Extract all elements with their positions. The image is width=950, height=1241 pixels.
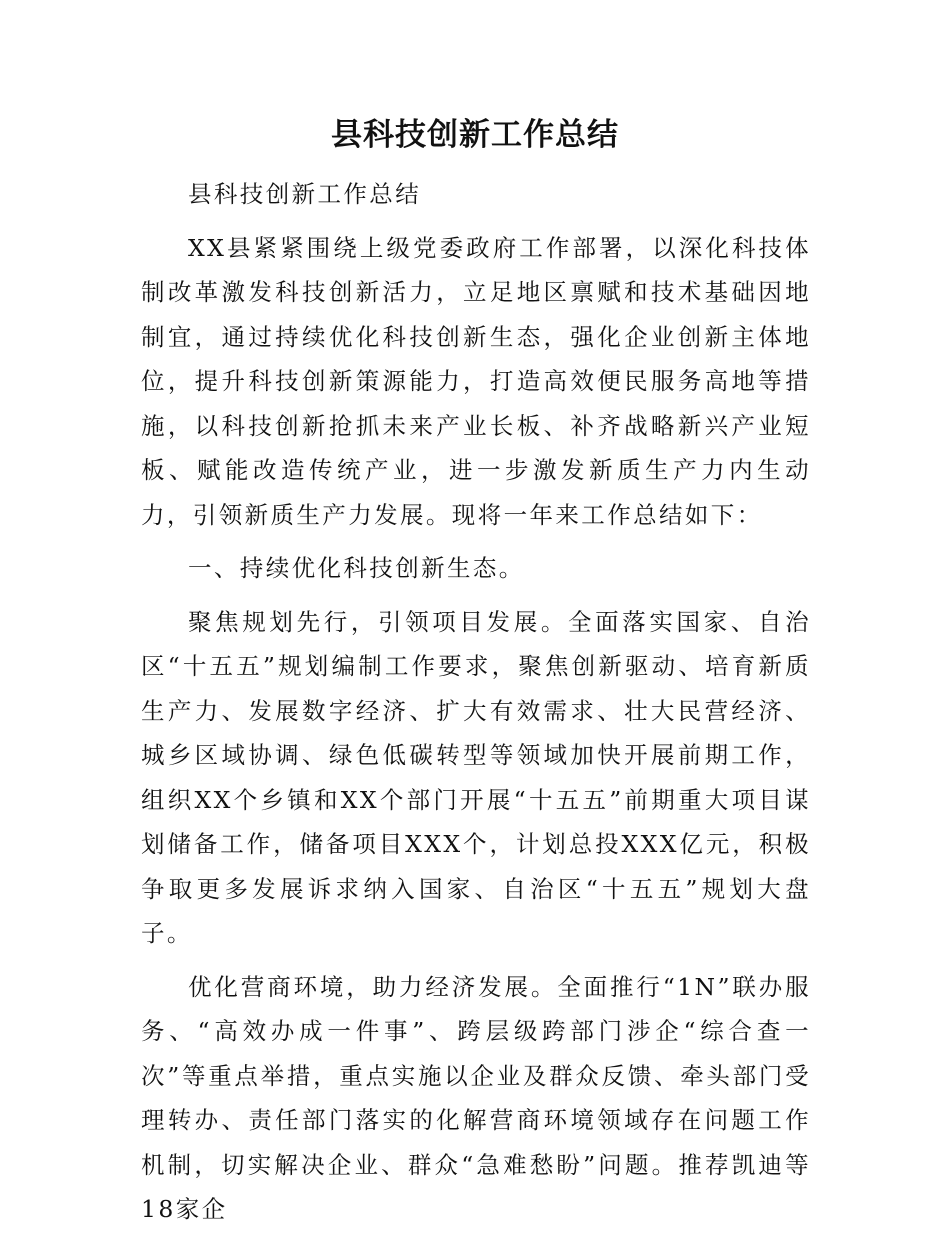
paragraph-planning: 聚焦规划先行，引领项目发展。全面落实国家、自治区“十五五”规划编制工作要求，聚焦创新驱动、培育新质生产力、发展数字经济、扩大有效需求、壮大民营经济、城乡区域协调、绿色低碳转型等领域加快开展前期工作，组织XX个乡镇和XX个部门开展“十五五”前期重大项目谋划储备工作，储备项目XXX个，计划总投XXX亿元，积极争取更多发展诉求纳入国家、自治区“十五五”规划大盘子。 xyxy=(141,607,811,947)
subtitle-paragraph: 县科技创新工作总结 xyxy=(188,180,422,208)
section-heading-1: 一、持续优化科技创新生态。 xyxy=(188,554,525,582)
paragraph-intro: XX县紧紧围绕上级党委政府工作部署，以深化科技体制改革激发科技创新活力，立足地区禀赋和技术基础因地制宜，通过持续优化科技创新生态，强化企业创新主体地位，提升科技创新策源能力，打造高效便民服务高地等措施，以科技创新抢抓未来产业长板、补齐战略新兴产业短板、赋能改造传统产业，进一步激发新质生产力内生动力，引领新质生产力发展。现将一年来工作总结如下： xyxy=(141,233,811,529)
document-title: 县科技创新工作总结 xyxy=(331,117,619,153)
document-body xyxy=(141,172,811,1241)
paragraph-business-environment: 优化营商环境，助力经济发展。全面推行“1N”联办服务、“高效办成一件事”、跨层级跨部门涉企“综合查一次”等重点举措，重点实施以企业及群众反馈、牵头部门受理转办、责任部门落实的化解营商环境领域存在问题工作机制，切实解决企业、群众“急难愁盼”问题。推荐凯迪等18家企 xyxy=(141,972,811,1223)
